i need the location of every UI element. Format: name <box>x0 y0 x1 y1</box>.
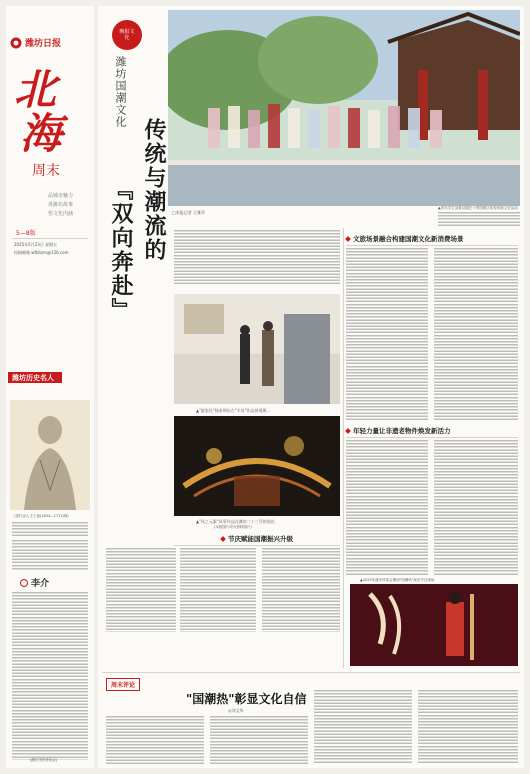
paper-name: 潍坊日报 <box>25 39 62 49</box>
portrait-caption: 《清代诗人王士祯(1634—1711)像》 <box>12 514 72 518</box>
section-2-col-b <box>434 440 518 576</box>
slogan: 悟文化内涵 <box>48 211 74 217</box>
bottom-col-a <box>106 716 204 764</box>
slogan: 讲潍坊故事 <box>48 202 74 208</box>
kite-photo <box>174 416 340 516</box>
column-divider <box>343 228 344 668</box>
left-body-text <box>12 540 88 570</box>
bottom-col-c <box>314 690 412 764</box>
editor-line: 投稿邮箱 wfbhzm@126.com <box>14 250 69 255</box>
section-3-heading <box>174 534 340 546</box>
bottom-col-d <box>418 690 518 764</box>
section-title-char-1: 北 <box>14 65 57 114</box>
section-divider <box>102 672 520 673</box>
intro-text <box>174 230 340 286</box>
feature-kicker: 潍坊国潮文化 <box>114 56 127 128</box>
headline-line-1: 传统与潮流的 <box>141 118 167 262</box>
section-2-title: 年轻力量让非遗老物件焕发新活力 <box>353 427 451 435</box>
slogan: 品城市魅力 <box>48 193 74 199</box>
section-subtitle: 周末 <box>32 163 60 179</box>
section-2-heading <box>346 426 518 438</box>
dot-icon <box>20 579 28 587</box>
top-photo-caption-label: ▲青年学生身着汉服在十笏园街区体验传统文化活动 <box>438 206 518 210</box>
diamond-icon <box>345 236 351 242</box>
paper-logo-icon <box>10 37 22 49</box>
section-3-col-c <box>262 548 340 632</box>
performance-photo <box>350 584 518 666</box>
bottom-col-b <box>210 716 308 764</box>
section-1-title: 文旅场景融合构建国潮文化新消费场景 <box>353 235 464 243</box>
section-title-char-2: 海 <box>20 109 63 158</box>
exhibit-photo <box>174 294 340 404</box>
kite-photo-caption: ▲"风之元素"风筝作品在潍坊二十三号馆展出 <box>196 519 275 524</box>
page-number: 5—8版 <box>16 230 36 237</box>
bottom-byline: ◎刘文华 <box>228 708 244 713</box>
person-name: 李介 <box>31 579 50 589</box>
portrait-caption-text <box>12 522 88 536</box>
badge-text: 晚报文化 <box>119 29 135 41</box>
person-heading <box>20 576 49 589</box>
portrait-image <box>10 400 90 510</box>
section-title <box>14 65 84 180</box>
divider <box>12 238 88 239</box>
issue-date: 2025年5月23日 星期五 <box>14 242 58 247</box>
section-1-heading <box>346 234 518 246</box>
section-1-col-b <box>434 248 518 420</box>
section-3-col-b <box>180 548 256 632</box>
bottom-headline: "国潮热"彰显文化自信 <box>186 692 307 706</box>
top-photo-caption <box>438 212 520 226</box>
kite-photo-caption-2: (本报图片均为资料图片) <box>214 525 252 529</box>
column-tag <box>106 678 140 691</box>
diamond-icon <box>220 536 226 542</box>
section-2-col-a <box>346 440 428 576</box>
section-1-col-a <box>346 248 428 420</box>
slogans <box>48 192 73 217</box>
top-photo-byline: □本报记者 王雅萍 <box>172 210 206 215</box>
section-3-col-a <box>106 548 176 632</box>
person-body-text <box>12 592 88 760</box>
top-photo <box>168 10 520 206</box>
feature-headline <box>108 118 170 418</box>
history-heading: 潍坊历史名人 <box>12 374 54 382</box>
exhibit-photo-caption: ▲"霍家民"杨家埠仿古"半岛"作品展现潍... <box>196 408 271 413</box>
culture-badge <box>112 20 142 50</box>
paper-logo <box>10 36 61 49</box>
headline-line-2: 『双向奔赴』 <box>108 178 134 322</box>
section-3-title: 节庆赋能国潮振兴升级 <box>228 535 293 543</box>
performance-photo-caption: ▲2025年潍坊风筝会期间"国潮风"演出节目现场 <box>360 578 435 582</box>
left-footer-note: (潍坊市作家协会) <box>30 758 58 762</box>
diamond-icon <box>345 428 351 434</box>
column-tag-text: 周末评论 <box>111 682 136 689</box>
